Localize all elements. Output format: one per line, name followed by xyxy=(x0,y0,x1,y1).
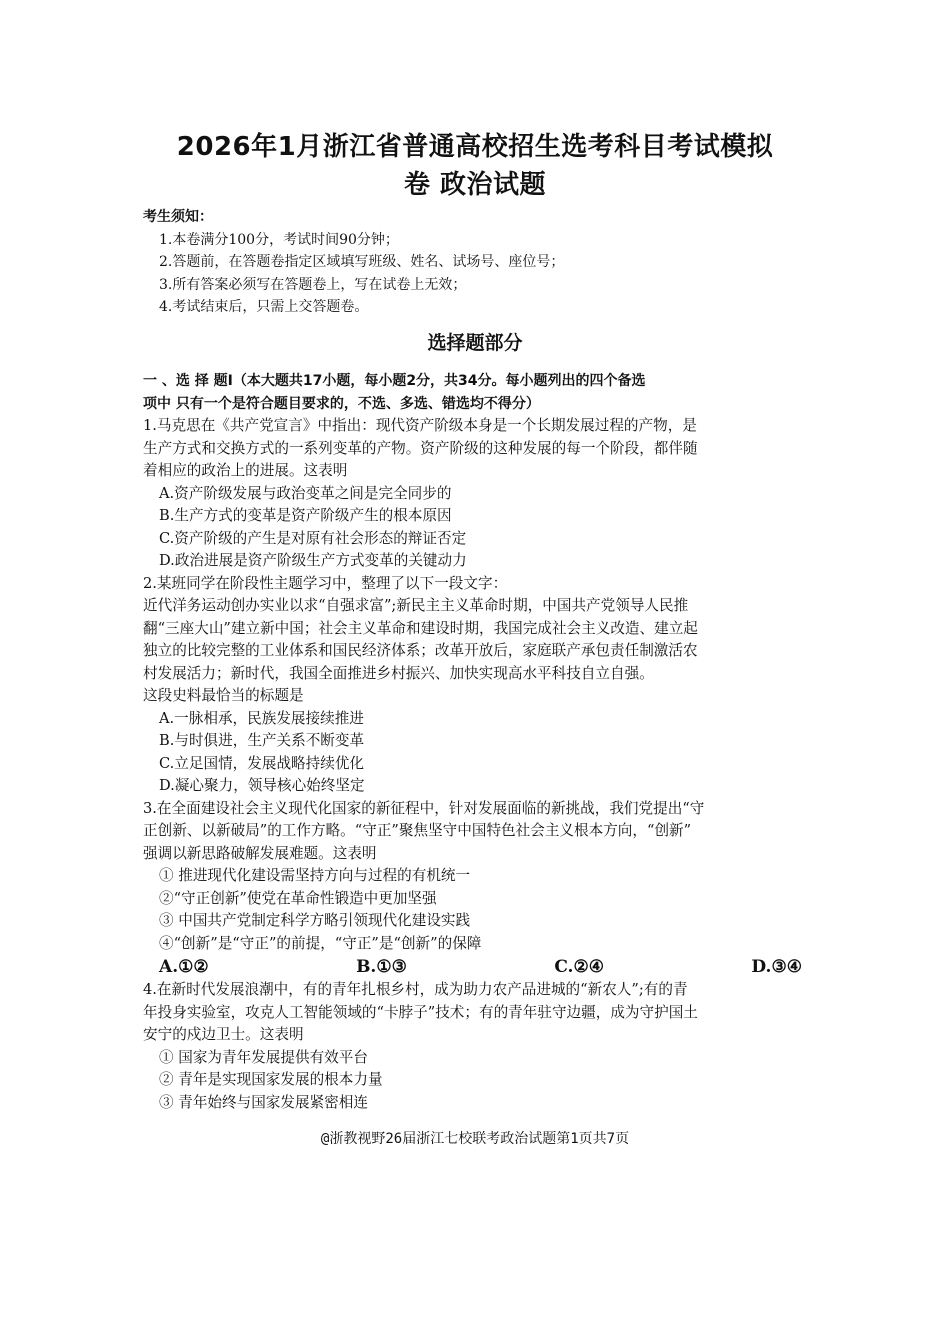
question-2-passage: 近代洋务运动创办实业以求“自强求富”;新民主主义革命时期，中国共产党领导人民推 xyxy=(143,597,689,614)
question-4-item: ① 国家为青年发展提供有效平台 xyxy=(159,1048,368,1066)
question-2-option-c: C.立足国情，发展战略持续优化 xyxy=(159,754,365,772)
notice-item: 2.答题前，在答题卷指定区域填写班级、姓名、试场号、座位号； xyxy=(159,254,565,270)
exam-title-line1: 2026年1月浙江省普通高校招生选考科目考试模拟 xyxy=(176,132,774,162)
question-2-option-a: A.一脉相承，民族发展接续推进 xyxy=(159,709,364,727)
question-1-option-a: A.资产阶级发展与政治变革之间是完全同步的 xyxy=(159,484,452,502)
question-4-stem: 4.在新时代发展浪潮中，有的青年扎根乡村，成为助力农产品进城的“新农人”;有的青 xyxy=(143,981,688,998)
question-3-choice-a: A.①② xyxy=(159,957,209,977)
question-3-item: ④“创新”是“守正”的前提，“守正”是“创新”的保障 xyxy=(159,934,482,952)
question-2-prompt: 这段史料最恰当的标题是 xyxy=(143,687,304,704)
page-footer: @浙教视野26届浙江七校联考政治试题第1页共7页 xyxy=(320,1131,630,1147)
question-3-choices xyxy=(143,955,808,979)
candidate-notice xyxy=(143,206,564,319)
questions-body xyxy=(143,370,808,1114)
question-3-stem: 正创新、以新破局”的工作方略。“守正”聚焦坚守中国特色社会主义根本方向，“创新” xyxy=(143,822,692,839)
question-2-passage: 独立的比较完整的工业体系和国民经济体系；改革开放后，家庭联产承包责任制激活农 xyxy=(143,642,698,659)
question-2-option-b: B.与时俱进，生产关系不断变革 xyxy=(159,732,365,749)
section-instruction: 一 、选 择 题Ⅰ（本大题共17小题，每小题2分，共34分。每小题列出的四个备选 xyxy=(143,373,646,389)
question-2-passage: 翻“三座大山”建立新中国；社会主义革命和建设时期，我国完成社会主义改造、建立起 xyxy=(143,619,698,637)
question-1-stem: 生产方式和交换方式的一系列变革的产物。资产阶级的这种发展的每一个阶段，都伴随 xyxy=(143,439,698,457)
question-3-choice-b: B.①③ xyxy=(356,957,407,977)
question-1-stem: 1.马克思在《共产党宣言》中指出：现代资产阶级本身是一个长期发展过程的产物，是 xyxy=(143,417,697,434)
section-instruction: 项中 只有一个是符合题目要求的，不选、多选、错选均不得分） xyxy=(143,395,540,412)
question-3-stem: 3.在全面建设社会主义现代化国家的新征程中，针对发展面临的新挑战，我们党提出“守 xyxy=(143,799,705,817)
question-1-option-b: B.生产方式的变革是资产阶级产生的根本原因 xyxy=(159,507,452,524)
question-1-stem: 着相应的政治上的进展。这表明 xyxy=(143,462,348,479)
question-4-item: ③ 青年始终与国家发展紧密相连 xyxy=(159,1093,368,1111)
question-1-option-c: C.资产阶级的产生是对原有社会形态的辩证否定 xyxy=(159,529,467,547)
question-3-item: ②“守正创新”使党在革命性锻造中更加坚强 xyxy=(159,889,437,907)
question-3-choice-d: D.③④ xyxy=(751,957,802,977)
question-4-stem: 年投身实验室，攻克人工智能领域的“卡脖子”技术；有的青年驻守边疆，成为守护国土 xyxy=(143,1003,698,1021)
question-3-choice-c: C.②④ xyxy=(554,957,604,977)
notice-item: 3.所有答案必须写在答题卷上，写在试卷上无效； xyxy=(159,276,467,293)
question-4-stem: 安宁的戍边卫士。这表明 xyxy=(143,1026,304,1043)
question-3-stem: 强调以新思路破解发展难题。这表明 xyxy=(143,844,377,862)
question-3-item: ③ 中国共产党制定科学方略引领现代化建设实践 xyxy=(159,912,471,929)
question-3-item: ① 推进现代化建设需坚持方向与过程的有机统一 xyxy=(159,867,471,884)
exam-title-line2: 卷 政治试题 xyxy=(403,170,547,200)
notice-item: 4.考试结束后，只需上交答题卷。 xyxy=(159,299,369,315)
question-2-stem: 2.某班同学在阶段性主题学习中，整理了以下一段文字： xyxy=(143,574,508,592)
question-2-passage: 村发展活力；新时代，我国全面推进乡村振兴、加快实现高水平科技自立自强。 xyxy=(143,664,654,682)
question-2-option-d: D.凝心聚力，领导核心始终坚定 xyxy=(159,777,365,794)
question-1-option-d: D.政治进展是资产阶级生产方式变革的关键动力 xyxy=(159,552,467,569)
section-title: 选择题部分 xyxy=(427,332,523,354)
notice-heading: 考生须知： xyxy=(143,209,213,225)
question-4-item: ② 青年是实现国家发展的根本力量 xyxy=(159,1071,383,1088)
notice-item: 1.本卷满分100分，考试时间90分钟； xyxy=(159,231,399,248)
